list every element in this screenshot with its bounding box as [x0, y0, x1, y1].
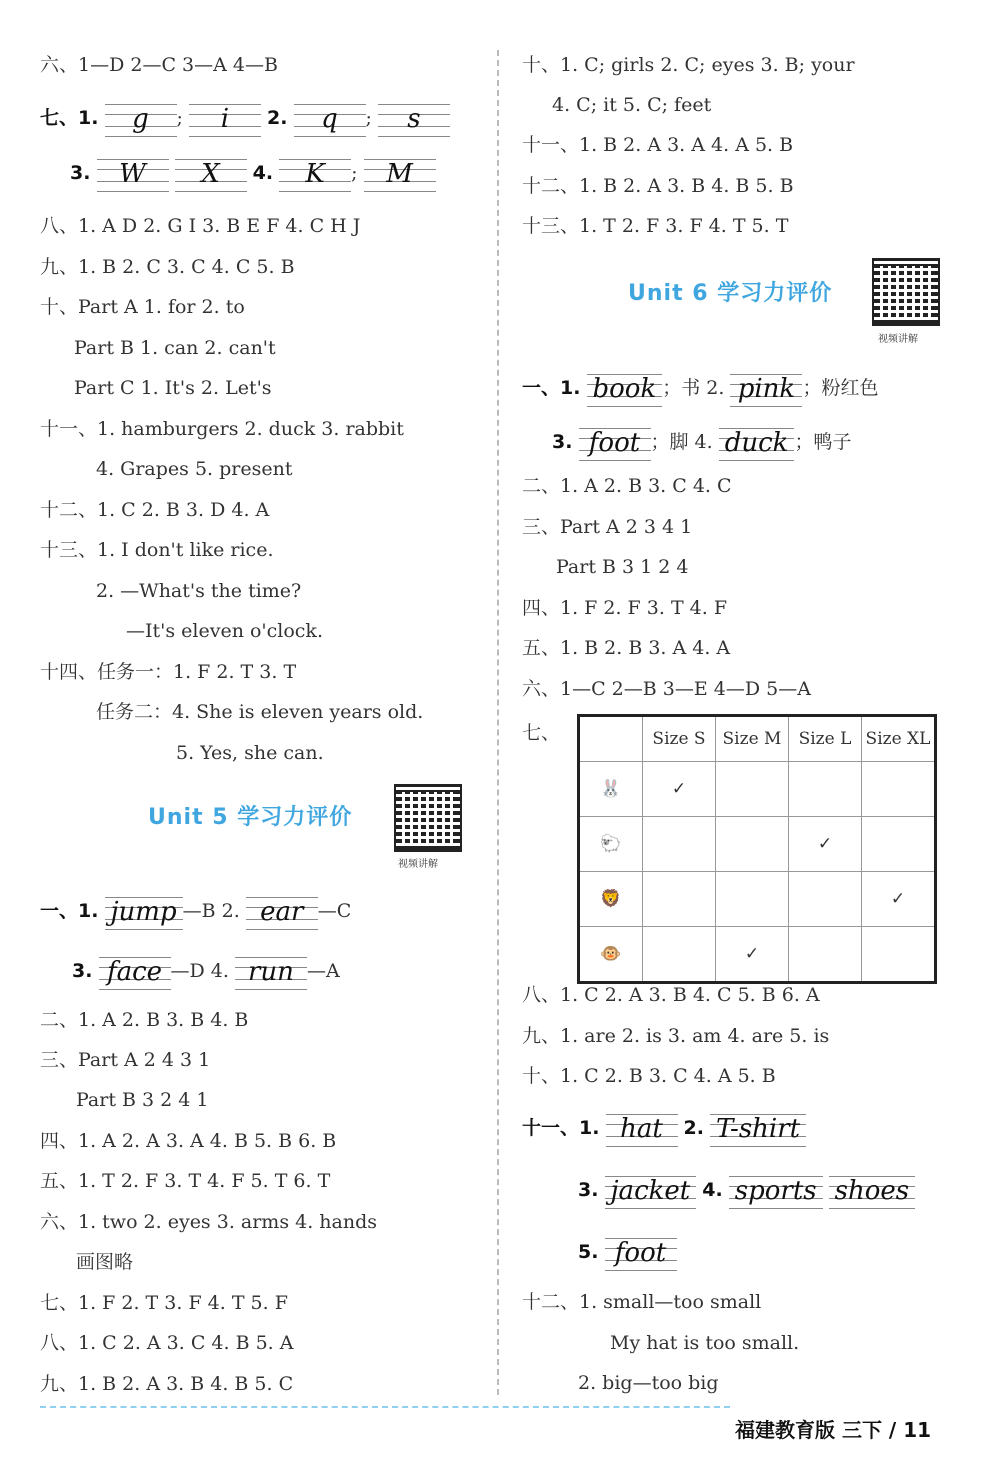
answer-line-10c: Part C 1. It's 2. Let's [74, 377, 272, 399]
handwritten-word: hat [606, 1110, 678, 1148]
handwritten-word: jump [105, 893, 183, 931]
handwritten-letter: M [364, 155, 436, 193]
u6-line-11b [578, 1172, 915, 1210]
answer-line-10b: Part B 1. can 2. can't [74, 337, 276, 359]
check-cell [789, 872, 862, 927]
u6-line-12a: 十二、1. small—too small [522, 1291, 762, 1313]
u6-line-7: 七、 [522, 722, 561, 744]
u6-line-5: 五、1. B 2. B 3. A 4. A [522, 637, 731, 659]
u5-line-1b: 3. face —D 4. run —A [72, 953, 340, 991]
u6-line-9: 九、1. are 2. is 3. am 4. are 5. is [522, 1025, 830, 1047]
q-number: 一、1. [40, 900, 99, 922]
check-cell [643, 817, 716, 872]
qr-caption: 视频讲解 [398, 859, 438, 870]
q-number: 3. [578, 1179, 599, 1201]
check-cell [716, 762, 789, 817]
check-cell: ✓ [862, 872, 936, 927]
check-cell: ✓ [789, 817, 862, 872]
check-cell [643, 927, 716, 983]
answer-line-14a: 十四、任务一：1. F 2. T 3. T [40, 661, 297, 683]
animal-picture: 🦁 [579, 872, 643, 927]
handwritten-letter: W [97, 155, 169, 193]
u6-line-11c [578, 1234, 677, 1272]
u5-line-9: 九、1. B 2. A 3. B 4. B 5. C [40, 1373, 294, 1395]
u5-line-3a: 三、Part A 2 4 3 1 [40, 1049, 211, 1071]
u6-line-3b: Part B 3 1 2 4 [556, 556, 689, 578]
u5-line-7: 七、1. F 2. T 3. F 4. T 5. F [40, 1292, 288, 1314]
check-cell [789, 927, 862, 983]
animal-picture: 🐵 [579, 927, 643, 983]
q-number: 4. [252, 162, 274, 184]
check-cell [716, 817, 789, 872]
handwritten-word: duck [719, 424, 795, 462]
u5-line-6a: 六、1. two 2. eyes 3. arms 4. hands [40, 1211, 377, 1233]
table-header: Size XL [862, 716, 936, 762]
handwritten-letter: s [378, 100, 450, 138]
answer-line-11a: 十一、1. hamburgers 2. duck 3. rabbit [40, 418, 404, 440]
answer-line-14c: 5. Yes, she can. [176, 742, 324, 764]
u5-line-4: 四、1. A 2. A 3. A 4. B 5. B 6. B [40, 1130, 337, 1152]
u6-line-12c: 2. big—too big [578, 1372, 719, 1394]
answer-line-10a: 十、Part A 1. for 2. to [40, 296, 245, 318]
handwritten-letter: i [189, 100, 261, 138]
page-footer: 福建教育版 三下 / 11 [735, 1418, 932, 1442]
qr-caption: 视频讲解 [878, 334, 918, 345]
check-cell [862, 817, 936, 872]
handwritten-word: foot [605, 1234, 677, 1272]
u6-line-2: 二、1. A 2. B 3. C 4. C [522, 475, 732, 497]
animal-picture: 🐑 [579, 817, 643, 872]
q-number: 2. [683, 1117, 704, 1139]
column-divider [497, 50, 499, 1395]
handwritten-word: shoes [829, 1172, 915, 1210]
q-number: 2. [267, 107, 288, 129]
q-number: 十一、1. [522, 1117, 600, 1139]
table-row [579, 872, 936, 927]
answer-line-6: 六、1—D 2—C 3—A 4—B [40, 54, 278, 76]
handwritten-word: book [587, 370, 663, 408]
unit6-heading: Unit 6 学习力评价 [628, 281, 833, 306]
u5-line-6b: 画图略 [76, 1251, 134, 1273]
handwritten-letter: g [105, 100, 177, 138]
answer-line-9: 九、1. B 2. C 3. C 4. C 5. B [40, 256, 295, 278]
r-line-12: 十二、1. B 2. A 3. B 4. B 5. B [522, 175, 794, 197]
answer-line-13b: 2. —What's the time? [96, 580, 302, 602]
handwritten-letter: K [279, 155, 351, 193]
answer-line-13c: —It's eleven o'clock. [126, 620, 323, 642]
table-row [579, 817, 936, 872]
r-line-13: 十三、1. T 2. F 3. F 4. T 5. T [522, 215, 789, 237]
check-cell [789, 762, 862, 817]
u6-line-4: 四、1. F 2. F 3. T 4. F [522, 597, 728, 619]
answer-line-8: 八、1. A D 2. G I 3. B E F 4. C H J [40, 215, 361, 237]
handwritten-word: run [235, 953, 307, 991]
q-number: 4. [702, 1179, 723, 1201]
table-corner [579, 716, 643, 762]
q-number: 七、1. [40, 107, 99, 129]
answer-line-14b: 任务二：4. She is eleven years old. [96, 701, 424, 723]
table-header: Size M [716, 716, 789, 762]
handwritten-word: pink [730, 370, 802, 408]
q-number: 5. [578, 1241, 599, 1263]
answer-line-13a: 十三、1. I don't like rice. [40, 539, 274, 561]
check-cell [643, 872, 716, 927]
u6-line-8: 八、1. C 2. A 3. B 4. C 5. B 6. A [522, 984, 820, 1006]
u5-line-8: 八、1. C 2. A 3. C 4. B 5. A [40, 1332, 294, 1354]
q-number: 一、1. [522, 377, 581, 399]
q-number: 3. [70, 162, 91, 184]
animal-picture: 🐰 [579, 762, 643, 817]
u6-line-11a [522, 1110, 806, 1148]
size-table [577, 714, 937, 984]
u5-line-3b: Part B 3 2 4 1 [76, 1089, 209, 1111]
handwritten-letter: X [175, 155, 247, 193]
table-row [579, 762, 936, 817]
qr-code-unit5[interactable] [394, 784, 462, 852]
u6-line-3a: 三、Part A 2 3 4 1 [522, 516, 693, 538]
u5-line-5: 五、1. T 2. F 3. T 4. F 5. T 6. T [40, 1170, 331, 1192]
unit5-heading: Unit 5 学习力评价 [148, 805, 353, 830]
handwritten-word: foot [579, 424, 651, 462]
u6-line-6: 六、1—C 2—B 3—E 4—D 5—A [522, 678, 811, 700]
q-number: 3. [72, 960, 93, 982]
handwritten-word: ear [246, 893, 318, 931]
r-line-11: 十一、1. B 2. A 3. A 4. A 5. B [522, 134, 794, 156]
r-line-10b: 4. C; it 5. C; feet [552, 94, 712, 116]
handwritten-word: face [99, 953, 171, 991]
table-header-row [579, 716, 936, 762]
table-header: Size L [789, 716, 862, 762]
handwritten-letter: q [294, 100, 366, 138]
footer-rule [40, 1406, 730, 1408]
answer-line-7b: 3. W X 4. K ; M [70, 155, 436, 193]
check-cell [716, 872, 789, 927]
handwritten-word: T-shirt [710, 1110, 806, 1148]
check-cell: ✓ [716, 927, 789, 983]
answer-line-11b: 4. Grapes 5. present [96, 458, 293, 480]
check-cell [862, 762, 936, 817]
table-header: Size S [643, 716, 716, 762]
check-cell: ✓ [643, 762, 716, 817]
answer-line-7a: 七、1. g ; i 2. q ; s [40, 100, 450, 138]
u6-line-1b: 3. foot ；脚 4. duck ；鸭子 [552, 424, 851, 462]
check-cell [862, 927, 936, 983]
answer-line-12: 十二、1. C 2. B 3. D 4. A [40, 499, 270, 521]
u6-line-1a: 一、1. book ；书 2. pink ；粉红色 [522, 370, 878, 408]
handwritten-word: jacket [605, 1172, 697, 1210]
r-line-10a: 十、1. C; girls 2. C; eyes 3. B; your [522, 54, 855, 76]
u5-line-2: 二、1. A 2. B 3. B 4. B [40, 1009, 249, 1031]
q-number: 3. [552, 431, 573, 453]
u6-line-10: 十、1. C 2. B 3. C 4. A 5. B [522, 1065, 776, 1087]
u5-line-1a: 一、1. jump —B 2. ear —C [40, 893, 351, 931]
u6-line-12b: My hat is too small. [610, 1332, 800, 1354]
qr-code-unit6[interactable] [872, 258, 940, 326]
table-row [579, 927, 936, 983]
handwritten-word: sports [729, 1172, 823, 1210]
